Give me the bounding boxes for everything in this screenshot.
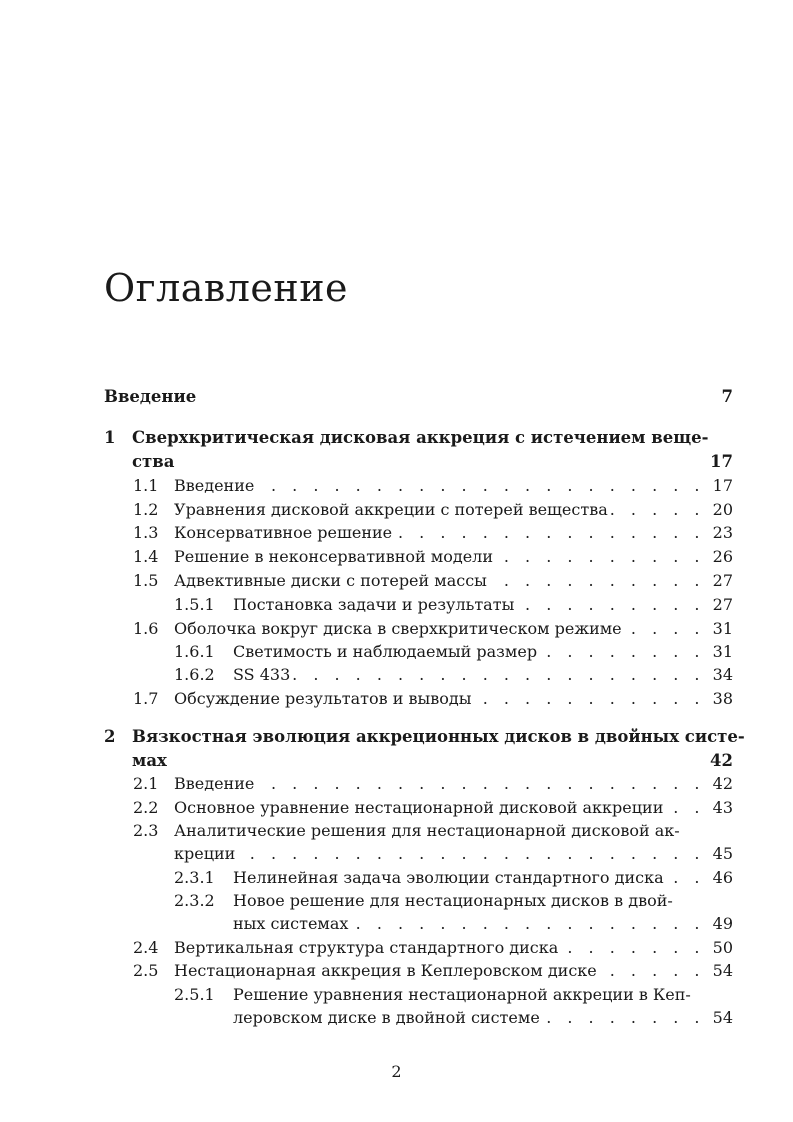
toc-subsection-1-6-1[interactable] <box>104 641 733 663</box>
toc-title: Обсуждение результатов и выводы <box>174 689 472 708</box>
toc-page: 17 <box>712 476 733 495</box>
toc-number: 2.1 <box>133 774 159 793</box>
toc-section-2-1[interactable] <box>104 773 733 795</box>
toc-leader-dots <box>537 641 711 663</box>
toc-title: Решение в неконсервативной модели <box>174 547 493 566</box>
toc-title: Консервативное решение <box>174 523 393 542</box>
toc-subsection-1-6-2[interactable] <box>104 664 733 686</box>
toc-title: Вертикальная структура стандартного диска <box>174 938 559 957</box>
toc-title: Нестационарная аккреция в Кеплеровском диске <box>174 961 597 980</box>
toc-page: 54 <box>712 961 733 980</box>
toc-title: Новое решение для нестационарных дисков в двой- <box>233 891 673 910</box>
toc-leader-dots <box>471 688 711 710</box>
toc-section-1-6[interactable] <box>104 618 733 640</box>
toc-number: 2 <box>104 727 116 746</box>
toc-section-1-4[interactable] <box>104 546 733 568</box>
page-title: Оглавление <box>104 266 349 310</box>
toc-number: 2.3 <box>133 821 159 840</box>
toc-chapter-1-cont[interactable] <box>104 451 733 473</box>
toc-number: 1.6.1 <box>174 642 215 661</box>
toc-title-continued: ства <box>132 452 175 471</box>
toc-number: 1.6 <box>133 619 159 638</box>
toc-page: 54 <box>712 1008 733 1027</box>
toc-subsection-2-5-1-cont[interactable] <box>104 1007 733 1029</box>
toc-section-2-3-cont[interactable] <box>104 843 733 865</box>
toc-title-continued: креции <box>174 844 236 863</box>
toc-page: 31 <box>712 642 733 661</box>
toc-page: 27 <box>712 595 733 614</box>
toc-chapter-2-cont[interactable] <box>104 750 733 772</box>
toc-section-2-3[interactable] <box>104 820 733 842</box>
toc-page: 43 <box>712 798 733 817</box>
toc-page: 50 <box>712 938 733 957</box>
toc-leader-dots <box>558 937 711 959</box>
toc-page: 42 <box>712 774 733 793</box>
toc-title: Адвективные диски с потерей массы <box>174 571 487 590</box>
toc-subsection-2-3-1[interactable] <box>104 867 733 889</box>
toc-leader-dots <box>235 843 711 865</box>
toc-leader-dots <box>392 522 711 544</box>
toc-leader-dots <box>348 913 711 935</box>
toc-title: Вязкостная эволюция аккреционных дисков в двойных систе- <box>132 727 745 746</box>
toc-section-1-2[interactable] <box>104 499 733 521</box>
toc-title: Уравнения дисковой аккреции с потерей вещества <box>174 500 608 519</box>
toc-section-2-2[interactable] <box>104 797 733 819</box>
toc-page: 17 <box>710 452 733 471</box>
toc-leader-dots <box>254 773 711 795</box>
toc-title: Оболочка вокруг диска в сверхкритическом режиме <box>174 619 622 638</box>
toc-title: Нелинейная задача эволюции стандартного диска <box>233 868 664 887</box>
toc-title: Введение <box>174 476 255 495</box>
toc-page: 42 <box>710 751 733 770</box>
toc-number: 2.5 <box>133 961 159 980</box>
toc-number: 2.5.1 <box>174 985 215 1004</box>
toc-number: 2.4 <box>133 938 159 957</box>
toc-section-1-7[interactable] <box>104 688 733 710</box>
toc-section-2-4[interactable] <box>104 937 733 959</box>
toc-number: 1.2 <box>133 500 159 519</box>
toc-leader-dots <box>493 546 711 568</box>
toc-page: 20 <box>712 500 733 519</box>
toc-page: 27 <box>712 571 733 590</box>
toc-leader-dots <box>664 867 711 889</box>
toc-title: Решение уравнения нестационарной аккреции в Кеп- <box>233 985 691 1004</box>
toc-title: Основное уравнение нестационарной дисковой аккреции <box>174 798 664 817</box>
toc-page: 45 <box>712 844 733 863</box>
toc-page: 34 <box>712 665 733 684</box>
toc-number: 2.2 <box>133 798 159 817</box>
toc-page: 38 <box>712 689 733 708</box>
toc-title: Введение <box>104 387 197 406</box>
toc-number: 1.4 <box>133 547 159 566</box>
toc-subsection-2-3-2-cont[interactable] <box>104 913 733 935</box>
toc-number: 1.5 <box>133 571 159 590</box>
toc-section-1-3[interactable] <box>104 522 733 544</box>
toc-leader-dots <box>608 499 711 521</box>
toc-page: 31 <box>712 619 733 638</box>
toc-leader-dots <box>290 664 711 686</box>
toc-page: 7 <box>721 387 733 406</box>
toc-leader-dots <box>663 797 711 819</box>
toc-title: Введение <box>174 774 255 793</box>
toc-subsection-2-3-2[interactable] <box>104 890 733 912</box>
page-number: 2 <box>391 1062 402 1081</box>
toc-title: Сверхкритическая дисковая аккреция с истечением веще- <box>132 428 709 447</box>
toc-page: 23 <box>712 523 733 542</box>
toc-subsection-1-5-1[interactable] <box>104 594 733 616</box>
toc-leader-dots <box>622 618 711 640</box>
toc-entry-introduction[interactable] <box>104 386 733 408</box>
toc-number: 1.5.1 <box>174 595 215 614</box>
toc-title-continued: леровском диске в двойной системе <box>233 1008 540 1027</box>
toc-title: Постановка задачи и результаты <box>233 595 515 614</box>
toc-number: 1 <box>104 428 116 447</box>
toc-leader-dots <box>597 960 711 982</box>
toc-number: 2.3.1 <box>174 868 215 887</box>
toc-chapter-2[interactable] <box>104 726 745 748</box>
toc-leader-dots <box>487 570 711 592</box>
toc-chapter-1[interactable] <box>104 427 733 449</box>
toc-title: SS 433 <box>233 665 291 684</box>
toc-number: 1.3 <box>133 523 159 542</box>
toc-title: Светимость и наблюдаемый размер <box>233 642 538 661</box>
toc-title-continued: мах <box>132 751 167 770</box>
toc-number: 1.6.2 <box>174 665 215 684</box>
toc-section-1-1[interactable] <box>104 475 733 497</box>
toc-leader-dots <box>254 475 711 497</box>
toc-section-1-5[interactable] <box>104 570 733 592</box>
toc-title: Аналитические решения для нестационарной дисковой ак- <box>174 821 680 840</box>
toc-page: 46 <box>712 868 733 887</box>
toc-leader-dots <box>514 594 711 616</box>
toc-title-continued: ных системах <box>233 914 349 933</box>
toc-leader-dots <box>540 1007 711 1029</box>
toc-page: 49 <box>712 914 733 933</box>
toc-number: 2.3.2 <box>174 891 215 910</box>
toc-number: 1.1 <box>133 476 159 495</box>
toc-section-2-5[interactable] <box>104 960 733 982</box>
toc-subsection-2-5-1[interactable] <box>104 984 733 1006</box>
toc-page: 26 <box>712 547 733 566</box>
toc-number: 1.7 <box>133 689 159 708</box>
